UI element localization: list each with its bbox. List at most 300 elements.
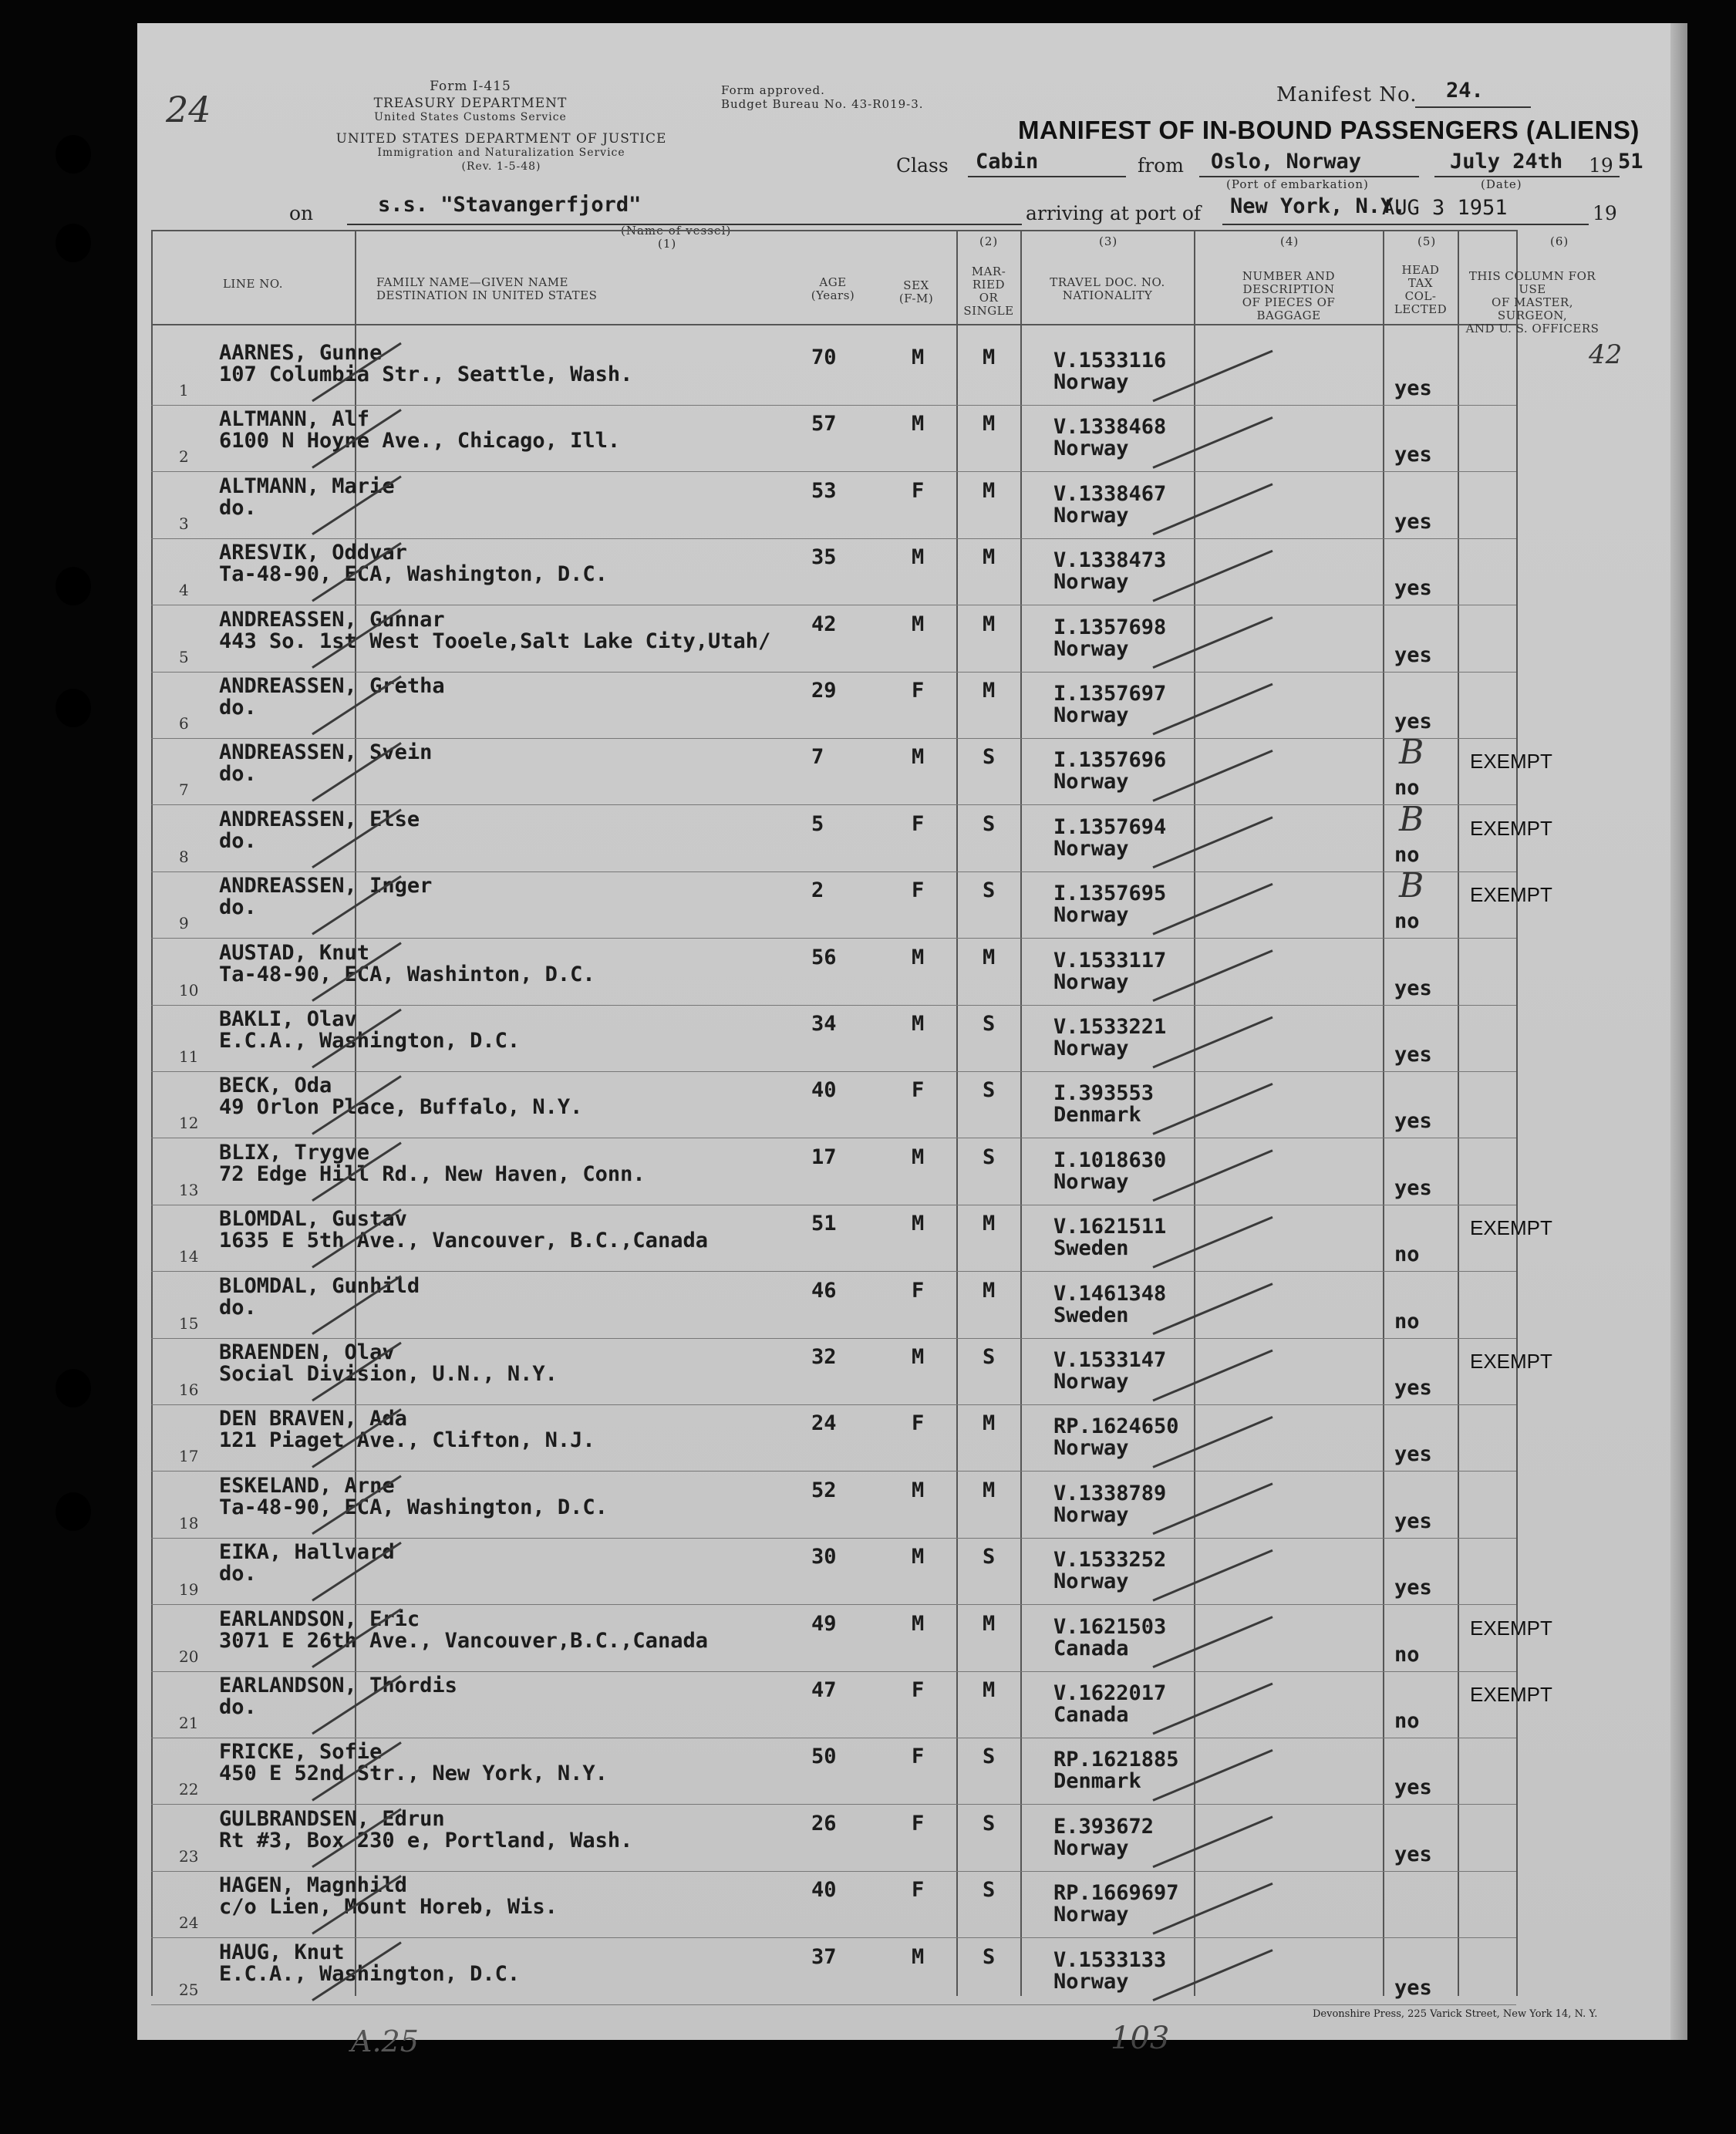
sex: F bbox=[912, 1878, 925, 1903]
head-tax: yes bbox=[1394, 976, 1432, 1000]
ins-service: Immigration and Naturalization Service bbox=[377, 147, 625, 159]
head-tax: yes bbox=[1394, 1043, 1432, 1067]
form-number: Form I-415 bbox=[430, 79, 511, 94]
age: 35 bbox=[811, 545, 837, 570]
marital-status: S bbox=[983, 745, 996, 770]
age: 2 bbox=[811, 878, 824, 903]
officer-note: EXEMPT bbox=[1470, 883, 1552, 907]
treasury-dept: TREASURY DEPARTMENT bbox=[373, 96, 568, 111]
travel-doc: V.1338468 bbox=[1053, 415, 1167, 440]
sex: M bbox=[912, 1012, 925, 1036]
nationality: Denmark bbox=[1053, 1103, 1141, 1128]
travel-doc: V.1533133 bbox=[1053, 1947, 1167, 1972]
lineno: 9 bbox=[179, 914, 189, 933]
officer-note: EXEMPT bbox=[1470, 816, 1552, 840]
date-caption: (Date) bbox=[1481, 177, 1522, 191]
lineno: 12 bbox=[179, 1114, 199, 1133]
travel-doc: V.1533116 bbox=[1053, 349, 1167, 373]
sex: M bbox=[912, 1545, 925, 1569]
col-head-tax: HEAD TAX COL- LECTED bbox=[1394, 263, 1448, 316]
check-stroke bbox=[1153, 1750, 1273, 1800]
col-age: AGE (Years) bbox=[811, 275, 855, 302]
check-stroke bbox=[312, 543, 401, 601]
age: 51 bbox=[811, 1212, 837, 1236]
marital-status: S bbox=[983, 1345, 996, 1369]
passenger-name: EARLANDSON, Eric bbox=[219, 1606, 420, 1631]
destination: do. bbox=[219, 1295, 257, 1320]
check-stroke bbox=[312, 1476, 401, 1534]
head-tax: no bbox=[1394, 1642, 1420, 1667]
marital-status: M bbox=[983, 1411, 996, 1436]
check-stroke bbox=[1153, 1417, 1273, 1467]
nationality: Norway bbox=[1053, 1037, 1129, 1060]
head-tax: no bbox=[1394, 1709, 1420, 1733]
passenger-name: HAGEN, Magnhild bbox=[219, 1873, 407, 1898]
vessel-caption-no: (1) bbox=[658, 237, 677, 251]
form-title: MANIFEST OF IN-BOUND PASSENGERS (ALIENS) bbox=[1018, 116, 1640, 144]
check-stroke bbox=[1153, 351, 1273, 401]
check-stroke bbox=[312, 1742, 401, 1800]
sex: F bbox=[912, 679, 925, 703]
age: 7 bbox=[811, 745, 824, 770]
age: 32 bbox=[811, 1345, 837, 1369]
sex: M bbox=[912, 612, 925, 636]
marital-status: M bbox=[983, 545, 996, 570]
destination: Ta-48-90, ECA, Washinton, D.C. bbox=[219, 962, 595, 986]
check-stroke bbox=[312, 676, 401, 734]
check-stroke bbox=[1153, 417, 1273, 467]
marital-status: S bbox=[983, 811, 996, 836]
col-baggage: NUMBER AND DESCRIPTION OF PIECES OF BAGGAGE bbox=[1242, 269, 1336, 322]
head-tax: no bbox=[1394, 909, 1420, 934]
age: 17 bbox=[811, 1145, 837, 1169]
check-stroke bbox=[1153, 1284, 1273, 1334]
col-married: MAR- RIED OR SINGLE bbox=[963, 265, 1014, 318]
travel-doc: V.1533147 bbox=[1053, 1348, 1167, 1372]
age: 42 bbox=[811, 612, 837, 636]
lineno: 25 bbox=[179, 1980, 199, 1999]
nationality: Norway bbox=[1053, 503, 1129, 528]
customs-service: United States Customs Service bbox=[374, 111, 567, 123]
col-officers: THIS COLUMN FOR USE OF MASTER, SURGEON, AND U. S. OFFICERS bbox=[1465, 269, 1599, 335]
nationality: Sweden bbox=[1053, 1303, 1129, 1327]
check-stroke bbox=[312, 610, 401, 668]
arriving-year: 19 bbox=[1593, 202, 1617, 224]
check-stroke bbox=[1153, 551, 1273, 601]
check-stroke bbox=[1153, 1484, 1273, 1534]
age: 46 bbox=[811, 1278, 837, 1303]
age: 37 bbox=[811, 1944, 837, 1969]
nationality: Norway bbox=[1053, 370, 1129, 394]
nationality: Norway bbox=[1053, 1436, 1129, 1461]
destination: Ta-48-90, ECA, Washington, D.C. bbox=[219, 1495, 608, 1519]
passenger-name: ESKELAND, Arne bbox=[219, 1473, 395, 1498]
press-imprint: Devonshire Press, 225 Varick Street, New York 14, N. Y. bbox=[1313, 2008, 1598, 2020]
check-stroke bbox=[1153, 1817, 1273, 1867]
sex: F bbox=[912, 478, 925, 503]
travel-doc: I.1357698 bbox=[1053, 615, 1167, 639]
footer-note-right: 103 bbox=[1111, 2021, 1170, 2056]
destination: c/o Lien, Mount Horeb, Wis. bbox=[219, 1895, 558, 1920]
check-stroke bbox=[1153, 1883, 1273, 1933]
marital-status: S bbox=[983, 1944, 996, 1969]
from-label: from bbox=[1138, 154, 1184, 177]
col-num-6: (6) bbox=[1550, 234, 1569, 248]
port-caption: (Port of embarkation) bbox=[1226, 177, 1369, 191]
passenger-name: AARNES, Gunne bbox=[219, 341, 383, 365]
travel-doc: V.1533252 bbox=[1053, 1548, 1167, 1573]
check-stroke bbox=[312, 743, 401, 801]
age: 29 bbox=[811, 679, 837, 703]
lineno: 24 bbox=[179, 1913, 199, 1933]
destination: E.C.A., Washington, D.C. bbox=[219, 1029, 521, 1053]
destination: do. bbox=[219, 696, 257, 720]
check-stroke bbox=[1153, 484, 1273, 534]
class-label: Class bbox=[896, 154, 949, 177]
check-stroke bbox=[1153, 1350, 1273, 1401]
destination: do. bbox=[219, 828, 257, 853]
lineno: 20 bbox=[179, 1647, 199, 1666]
check-stroke bbox=[312, 810, 401, 868]
passenger-name: ANDREASSEN, Gretha bbox=[219, 674, 445, 698]
nationality: Norway bbox=[1053, 1569, 1129, 1594]
destination: 107 Columbia Str., Seattle, Wash. bbox=[219, 362, 633, 386]
col-num-2: (2) bbox=[979, 234, 999, 248]
check-stroke bbox=[1153, 1217, 1273, 1267]
lineno: 3 bbox=[179, 514, 189, 533]
destination: 1635 E 5th Ave., Vancouver, B.C.,Canada bbox=[219, 1229, 708, 1253]
sex: F bbox=[912, 878, 925, 903]
nationality: Norway bbox=[1053, 1836, 1129, 1860]
destination: Rt #3, Box 230 e, Portland, Wash. bbox=[219, 1828, 633, 1853]
destination: 121 Piaget Ave., Clifton, N.J. bbox=[219, 1428, 595, 1453]
check-stroke bbox=[1153, 951, 1273, 1001]
check-stroke bbox=[1153, 1684, 1273, 1734]
check-stroke bbox=[312, 876, 401, 934]
col-travel-doc: TRAVEL DOC. NO. NATIONALITY bbox=[1050, 275, 1165, 302]
justice-dept: UNITED STATES DEPARTMENT OF JUSTICE bbox=[335, 131, 667, 147]
marital-status: M bbox=[983, 945, 996, 969]
travel-doc: V.1338467 bbox=[1053, 481, 1167, 506]
nationality: Canada bbox=[1053, 1703, 1129, 1727]
passenger-name: BRAENDEN, Olav bbox=[219, 1340, 395, 1364]
destination: 6100 N Hoyne Ave., Chicago, Ill. bbox=[219, 429, 621, 453]
destination: do. bbox=[219, 762, 257, 787]
col-sex: SEX (F-M) bbox=[898, 278, 934, 305]
sex: M bbox=[912, 745, 925, 770]
sex: F bbox=[912, 811, 925, 836]
travel-doc: V.1338789 bbox=[1053, 1481, 1167, 1505]
margin-note: 24 bbox=[166, 89, 211, 130]
age: 5 bbox=[811, 811, 824, 836]
travel-doc: I.1357697 bbox=[1053, 682, 1167, 706]
officer-note: EXEMPT bbox=[1470, 750, 1552, 774]
age: 70 bbox=[811, 346, 837, 369]
travel-doc: I.1018630 bbox=[1053, 1148, 1167, 1172]
passenger-name: BECK, Oda bbox=[219, 1074, 332, 1098]
lineno: 23 bbox=[179, 1846, 199, 1866]
travel-doc: I.1357696 bbox=[1053, 748, 1167, 773]
lineno: 6 bbox=[179, 714, 189, 733]
check-stroke bbox=[312, 1409, 401, 1467]
marital-status: M bbox=[983, 478, 996, 503]
officer-note: EXEMPT bbox=[1470, 1350, 1552, 1373]
passenger-name: BLIX, Trygve bbox=[219, 1140, 370, 1165]
lineno: 2 bbox=[179, 447, 189, 467]
nationality: Norway bbox=[1053, 903, 1129, 928]
nationality: Norway bbox=[1053, 636, 1129, 661]
passenger-name: FRICKE, Sofie bbox=[219, 1740, 383, 1765]
check-stroke bbox=[312, 1276, 401, 1334]
check-stroke bbox=[312, 1010, 401, 1067]
check-stroke bbox=[1153, 1617, 1273, 1667]
check-stroke bbox=[312, 477, 401, 534]
nationality: Norway bbox=[1053, 770, 1129, 794]
marital-status: S bbox=[983, 1145, 996, 1169]
passenger-name: HAUG, Knut bbox=[219, 1940, 345, 1964]
arrival-stamp: AUG 3 1951 bbox=[1382, 196, 1508, 220]
footer-note-left: A.25 bbox=[351, 2024, 419, 2058]
check-stroke bbox=[312, 1676, 401, 1734]
officer-note: EXEMPT bbox=[1470, 1616, 1552, 1640]
marital-status: S bbox=[983, 1012, 996, 1036]
marital-status: M bbox=[983, 412, 996, 437]
check-stroke bbox=[312, 1610, 401, 1667]
sex: M bbox=[912, 1611, 925, 1636]
check-stroke bbox=[312, 1209, 401, 1267]
travel-doc: I.1357695 bbox=[1053, 882, 1167, 906]
marital-status: S bbox=[983, 1745, 996, 1769]
lineno: 18 bbox=[179, 1513, 199, 1532]
col-line-no: LINE NO. bbox=[222, 277, 284, 291]
check-stroke bbox=[312, 1876, 401, 1933]
sex: F bbox=[912, 1811, 925, 1836]
sex: M bbox=[912, 545, 925, 570]
passenger-name: BAKLI, Olav bbox=[219, 1007, 357, 1031]
check-stroke bbox=[312, 1143, 401, 1201]
destination: 443 So. 1st West Tooele,Salt Lake City,Utah/ bbox=[219, 629, 771, 653]
nationality: Norway bbox=[1053, 836, 1129, 861]
age: 49 bbox=[811, 1611, 837, 1636]
lineno: 19 bbox=[179, 1580, 199, 1600]
nationality: Norway bbox=[1053, 1969, 1129, 1994]
age: 52 bbox=[811, 1478, 837, 1502]
marital-status: M bbox=[983, 1611, 996, 1636]
travel-doc: V.1461348 bbox=[1053, 1281, 1167, 1306]
passenger-name: ANDREASSEN, Svein bbox=[219, 740, 433, 765]
lineno: 8 bbox=[179, 847, 189, 866]
age: 56 bbox=[811, 945, 837, 969]
head-tax: yes bbox=[1394, 576, 1432, 601]
age: 24 bbox=[811, 1411, 837, 1436]
class-value: Cabin bbox=[976, 150, 1039, 174]
age: 34 bbox=[811, 1012, 837, 1036]
sex: M bbox=[912, 1212, 925, 1236]
destination: 3071 E 26th Ave., Vancouver,B.C.,Canada bbox=[219, 1628, 708, 1653]
passenger-name: BLOMDAL, Gunhild bbox=[219, 1273, 420, 1298]
check-stroke bbox=[1153, 1950, 1273, 2001]
marital-status: M bbox=[983, 1678, 996, 1702]
travel-doc: RP.1624650 bbox=[1053, 1414, 1179, 1439]
vessel-caption: (Name of vessel) bbox=[621, 224, 732, 238]
check-stroke bbox=[1153, 1017, 1273, 1067]
travel-doc: E.393672 bbox=[1053, 1814, 1155, 1839]
age: 40 bbox=[811, 1078, 837, 1103]
age: 26 bbox=[811, 1811, 837, 1836]
passenger-name: EIKA, Hallvard bbox=[219, 1540, 395, 1565]
passenger-name: BLOMDAL, Gustav bbox=[219, 1207, 407, 1232]
marital-status: S bbox=[983, 1811, 996, 1836]
destination: E.C.A., Washington, D.C. bbox=[219, 1961, 521, 1986]
col-num-5: (5) bbox=[1417, 234, 1437, 248]
nationality: Norway bbox=[1053, 1370, 1129, 1394]
head-tax: yes bbox=[1394, 1775, 1432, 1800]
lineno: 16 bbox=[179, 1381, 199, 1399]
lineno: 17 bbox=[179, 1447, 199, 1466]
destination: Ta-48-90, ECA, Washington, D.C. bbox=[219, 562, 608, 587]
check-stroke bbox=[1153, 1151, 1273, 1201]
marital-status: M bbox=[983, 612, 996, 636]
check-stroke bbox=[1153, 618, 1273, 668]
head-tax: yes bbox=[1394, 1175, 1432, 1200]
passenger-name: GULBRANDSEN, Edrun bbox=[219, 1806, 445, 1831]
travel-doc: V.1533117 bbox=[1053, 948, 1167, 973]
passenger-name: ANDREASSEN, Gunnar bbox=[219, 607, 445, 632]
destination: 72 Edge Hill Rd., New Haven, Conn. bbox=[219, 1161, 646, 1186]
nationality: Norway bbox=[1053, 1502, 1129, 1527]
officer-note: EXEMPT bbox=[1470, 1683, 1552, 1706]
lineno: 13 bbox=[179, 1180, 199, 1199]
sex: M bbox=[912, 412, 925, 437]
nationality: Norway bbox=[1053, 1903, 1129, 1927]
travel-doc: V.1622017 bbox=[1053, 1681, 1167, 1705]
travel-doc: V.1621511 bbox=[1053, 1215, 1167, 1239]
marital-status: S bbox=[983, 1545, 996, 1569]
check-stroke bbox=[1153, 818, 1273, 868]
check-stroke bbox=[1153, 1550, 1273, 1600]
arriving-label: arriving at port of bbox=[1026, 202, 1202, 224]
on-label: on bbox=[289, 202, 314, 224]
manifest-no-label: Manifest No. bbox=[1276, 83, 1417, 106]
check-stroke bbox=[1153, 684, 1273, 734]
col-name: FAMILY NAME—GIVEN NAME DESTINATION IN UNITED STATES bbox=[376, 275, 598, 302]
sex: F bbox=[912, 1411, 925, 1436]
head-tax: yes bbox=[1394, 1842, 1432, 1866]
sex: M bbox=[912, 1345, 925, 1369]
sex: F bbox=[912, 1745, 925, 1769]
passenger-name: EARLANDSON, Thordis bbox=[219, 1674, 457, 1697]
marital-status: M bbox=[983, 679, 996, 703]
marital-status: S bbox=[983, 1878, 996, 1903]
marital-status: S bbox=[983, 1078, 996, 1103]
col-num-4: (4) bbox=[1280, 234, 1299, 248]
tax-mark: B bbox=[1399, 733, 1424, 773]
travel-doc: V.1621503 bbox=[1053, 1614, 1167, 1639]
head-tax: no bbox=[1394, 842, 1420, 867]
lineno: 14 bbox=[179, 1247, 199, 1266]
nationality: Canada bbox=[1053, 1636, 1129, 1660]
head-tax: yes bbox=[1394, 376, 1432, 400]
lineno: 4 bbox=[179, 581, 189, 600]
officer-note: EXEMPT bbox=[1470, 1216, 1552, 1240]
destination: do. bbox=[219, 1562, 257, 1586]
nationality: Norway bbox=[1053, 703, 1129, 727]
year-prefix: 19 bbox=[1589, 154, 1613, 177]
marital-status: M bbox=[983, 1212, 996, 1236]
travel-doc: RP.1621885 bbox=[1053, 1748, 1179, 1772]
check-stroke bbox=[312, 1943, 401, 2001]
destination: do. bbox=[219, 1695, 257, 1719]
sex: M bbox=[912, 1944, 925, 1969]
sex: F bbox=[912, 1078, 925, 1103]
passenger-name: AUSTAD, Knut bbox=[219, 940, 370, 965]
arriving-port: New York, N.Y. bbox=[1230, 194, 1406, 218]
check-stroke bbox=[312, 1809, 401, 1867]
head-tax: no bbox=[1394, 776, 1420, 801]
nationality: Sweden bbox=[1053, 1236, 1129, 1261]
lineno: 15 bbox=[179, 1313, 199, 1333]
year-value: 51 bbox=[1618, 150, 1643, 174]
head-tax: no bbox=[1394, 1309, 1420, 1333]
age: 53 bbox=[811, 478, 837, 503]
destination: 450 E 52nd Str., New York, N.Y. bbox=[219, 1761, 608, 1786]
marital-status: S bbox=[983, 878, 996, 903]
lineno: 22 bbox=[179, 1780, 199, 1799]
nationality: Norway bbox=[1053, 1169, 1129, 1194]
head-tax: yes bbox=[1394, 1576, 1432, 1600]
check-stroke bbox=[312, 1076, 401, 1134]
check-stroke bbox=[312, 1343, 401, 1401]
from-value: Oslo, Norway bbox=[1211, 150, 1362, 174]
travel-doc: I.393553 bbox=[1053, 1081, 1155, 1106]
date-value: July 24th bbox=[1450, 150, 1563, 174]
head-tax: yes bbox=[1394, 1975, 1432, 2000]
nationality: Denmark bbox=[1053, 1769, 1141, 1794]
age: 57 bbox=[811, 412, 837, 437]
sex: M bbox=[912, 346, 925, 369]
check-stroke bbox=[312, 943, 401, 1001]
head-tax: yes bbox=[1394, 642, 1432, 667]
passenger-name: ANDREASSEN, Inger bbox=[219, 874, 433, 898]
age: 47 bbox=[811, 1678, 837, 1702]
passenger-name: ANDREASSEN, Else bbox=[219, 807, 420, 831]
travel-doc: V.1533221 bbox=[1053, 1015, 1167, 1039]
lineno: 5 bbox=[179, 647, 189, 666]
destination: do. bbox=[219, 495, 257, 520]
destination: Social Division, U.N., N.Y. bbox=[219, 1362, 558, 1386]
col-num-3: (3) bbox=[1099, 234, 1118, 248]
sex: M bbox=[912, 945, 925, 969]
destination: do. bbox=[219, 895, 257, 920]
check-stroke bbox=[312, 343, 401, 401]
head-tax: yes bbox=[1394, 443, 1432, 467]
passenger-name: ARESVIK, Oddvar bbox=[219, 541, 407, 565]
vessel-name: s.s. "Stavangerfjord" bbox=[378, 193, 642, 217]
form-approved: Form approved. bbox=[721, 83, 825, 97]
tax-mark: B bbox=[1399, 799, 1424, 839]
passenger-name: DEN BRAVEN, Ada bbox=[219, 1407, 407, 1431]
head-tax: yes bbox=[1394, 509, 1432, 534]
travel-doc: RP.1669697 bbox=[1053, 1881, 1179, 1906]
lineno: 7 bbox=[179, 780, 189, 800]
manifest-no-value: 24. bbox=[1446, 79, 1484, 103]
head-tax: no bbox=[1394, 1242, 1420, 1267]
lineno: 10 bbox=[179, 980, 199, 1000]
age: 50 bbox=[811, 1745, 837, 1769]
nationality: Norway bbox=[1053, 969, 1129, 994]
destination: 49 Orlon Place, Buffalo, N.Y. bbox=[219, 1095, 583, 1120]
head-tax: yes bbox=[1394, 1509, 1432, 1533]
